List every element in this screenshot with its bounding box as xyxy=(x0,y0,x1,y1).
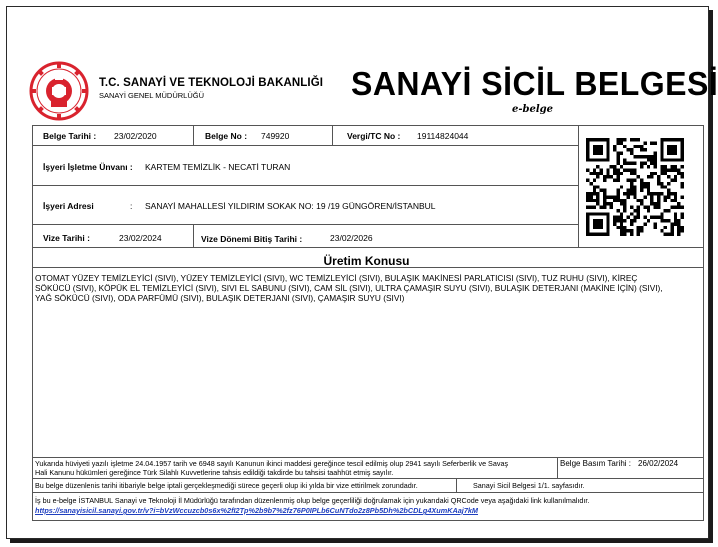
adres-value: SANAYİ MAHALLESİ YILDIRIM SOKAK NO: 19 /19 GÜNGÖREN/İSTANBUL xyxy=(145,201,436,211)
belge-no-label: Belge No : xyxy=(205,131,248,141)
vergi-no-value: 19114824044 xyxy=(417,131,469,141)
vize-bitis-value: 23/02/2026 xyxy=(330,233,373,243)
ministry-name: T.C. SANAYİ VE TEKNOLOJİ BAKANLIĞI xyxy=(99,77,324,89)
unvan-value: KARTEM TEMİZLİK - NECATİ TURAN xyxy=(145,162,291,172)
page-info: Sanayi Sicil Belgesi 1/1. sayfasıdır. xyxy=(473,481,585,490)
vize-tarihi-label: Vize Tarihi : xyxy=(43,233,90,243)
ministry-subtitle: SANAYİ GENEL MÜDÜRLÜĞÜ xyxy=(99,91,205,100)
basim-value: 26/02/2024 xyxy=(638,459,679,468)
production-title: Üretim Konusu xyxy=(323,254,410,268)
certificate-page xyxy=(6,6,718,539)
verify-link[interactable]: https://sanayisicil.sanayi.gov.tr/v?i=bVzWccuzcb0s6x%2fI2Tp%2b9b7%2fz76P0IPLb6CuNTdo2z8Pb5Dh%2bCDLg4XumKAaj7kM xyxy=(35,506,479,515)
vergi-no-label: Vergi/TC No : xyxy=(347,131,401,141)
certificate-form xyxy=(32,125,704,521)
document-title: SANAYİ SİCİL BELGESİ xyxy=(351,65,718,102)
validity-note: Bu belge düzenlenis tarihi itibariyle belge iptali gerçekleşmediği sürece geçerli olup iki yılda bir vize ettirilmek zorundadır. xyxy=(35,481,418,490)
vize-tarihi-value: 23/02/2024 xyxy=(119,233,162,243)
adres-label: İşyeri Adresi xyxy=(43,201,94,211)
production-list xyxy=(35,273,695,303)
ministry-seal-icon xyxy=(29,61,89,121)
legal-text xyxy=(35,459,555,477)
production-line-2: SÖKÜCÜ (SIVI), KÖPÜK EL TEMİZLEYİCİ (SIVI), SIVI EL SABUNU (SIVI), CAM SİL (SIVI), ULTRA ÇAMAŞIR SUYU (SIVI), BULAŞIK DETERJANI (MAKİNE İÇİN) (SIVI), xyxy=(35,283,663,293)
legal-line-2: Hali Kanunu hükümleri gereğince Türk Silahlı Kuvvetlerine tahsis edildiği takdirde bu tahsisi taahhüt etmiş sayılır. xyxy=(35,468,394,478)
basim-label: Belge Basım Tarihi : xyxy=(560,459,631,468)
ebelge-mark: e-belge xyxy=(512,104,554,115)
belge-tarihi-label: Belge Tarihi : xyxy=(43,131,97,141)
production-line-1: OTOMAT YÜZEY TEMİZLEYİCİ (SIVI), YÜZEY TEMİZLEYİCİ (SIVI), WC TEMİZLEYİCİ (SIVI), BULAŞIK MAKİNESİ PARLATICISI (SIVI), TUZ RUHU (SIVI), KİREÇ xyxy=(35,273,638,283)
vize-bitis-label: Vize Dönemi Bitiş Tarihi : xyxy=(201,234,303,244)
verify-text: İş bu e-belge İSTANBUL Sanayi ve Teknoloji İl Müdürlüğü tarafından düzenlenmiş olup belge geçerliliği doğrulamak için yukarıdaki QRCode veya aşağıdaki link kullanılmalıdır. xyxy=(35,496,590,505)
belge-no-value: 749920 xyxy=(261,131,290,141)
adres-separator: : xyxy=(130,201,133,211)
belge-tarihi-value: 23/02/2020 xyxy=(114,131,157,141)
unvan-label: İşyeri İşletme Ünvanı : xyxy=(43,162,133,172)
production-line-3: YAĞ SÖKÜCÜ (SIVI), ODA PARFÜMÜ (SIVI), BULAŞIK DETERJANI (SIVI), ÇAMAŞIR SUYU (SIVI) xyxy=(35,293,405,303)
legal-line-1: Yukarıda hüviyeti yazılı işletme 24.04.1957 tarih ve 6948 sayılı Kanunun ikinci maddesi gereğince tescil edilmiş olup 2941 sayılı Seferberlik ve Savaş xyxy=(35,459,509,468)
qr-code-icon[interactable] xyxy=(586,138,684,236)
